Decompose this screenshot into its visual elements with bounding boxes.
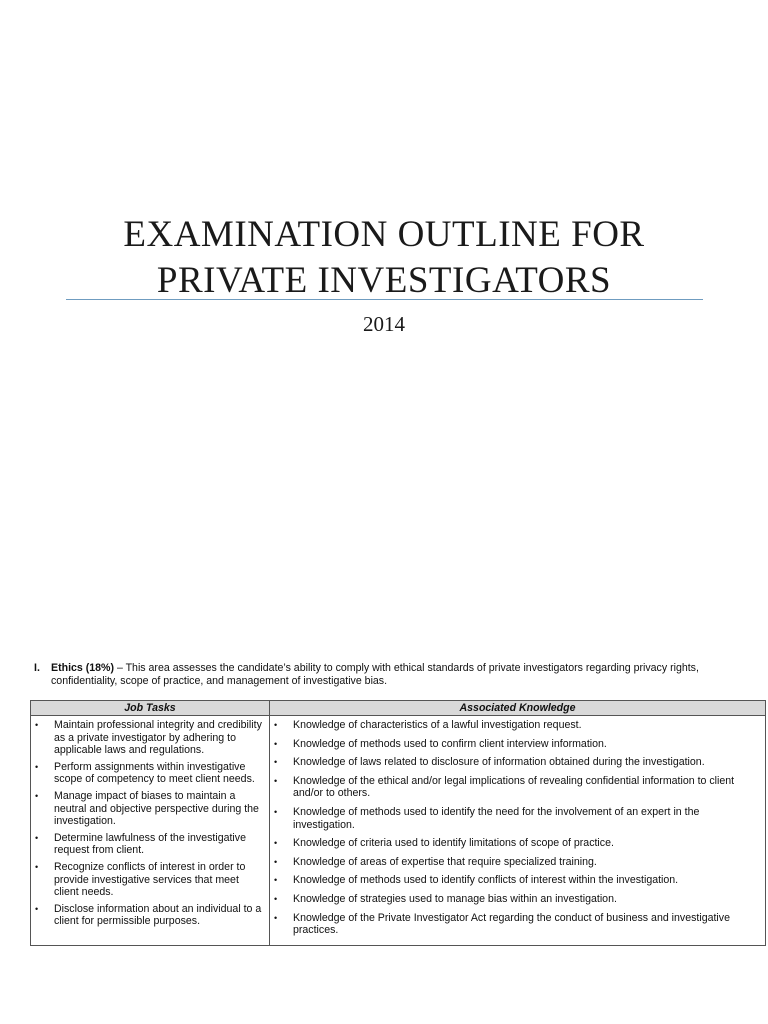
job-task-item-text: Determine lawfulness of the investigative request from client. — [54, 831, 246, 857]
section-description-block — [51, 662, 724, 688]
knowledge-item-text: Knowledge of laws related to disclosure of information obtained during the investigation. — [293, 756, 705, 769]
header-associated-knowledge: Associated Knowledge — [270, 701, 766, 716]
job-task-item — [31, 761, 265, 786]
job-task-item — [31, 832, 265, 857]
bullet-icon: • — [35, 832, 39, 843]
bullet-icon: • — [274, 720, 278, 730]
knowledge-item-text: Knowledge of strategies used to manage bias within an investigation. — [293, 892, 617, 905]
knowledge-item — [270, 837, 761, 850]
table-header-row — [31, 701, 766, 716]
document-year: 2014 — [363, 312, 405, 336]
associated-knowledge-list — [270, 716, 765, 945]
knowledge-item-text: Knowledge of methods used to identify the need for the involvement of an expert in the investigation. — [293, 805, 700, 831]
title-line-2: PRIVATE INVESTIGATORS — [156, 260, 612, 301]
section-description: – This area assesses the candidate’s ability to comply with ethical standards of private investigators regarding privacy rights, confidentiality, scope of practice, and management of investigative bias. — [51, 662, 699, 687]
knowledge-item — [270, 738, 761, 751]
job-task-item-text: Recognize conflicts of interest in order to provide investigative services that meet client needs. — [54, 860, 246, 899]
knowledge-item-text: Knowledge of methods used to confirm client interview information. — [293, 737, 607, 750]
knowledge-item-text: Knowledge of areas of expertise that require specialized training. — [293, 855, 597, 868]
job-task-item — [31, 719, 265, 757]
section-number: I. — [34, 662, 40, 674]
title-divider — [66, 299, 703, 300]
knowledge-item — [270, 856, 761, 869]
bullet-icon: • — [35, 790, 39, 801]
knowledge-item-text: Knowledge of criteria used to identify limitations of scope of practice. — [293, 837, 614, 850]
bullet-icon: • — [274, 893, 278, 904]
bullet-icon: • — [274, 856, 278, 867]
bullet-icon: • — [274, 912, 278, 923]
job-task-item-text: Manage impact of biases to maintain a neutral and objective perspective during the investigation. — [54, 789, 259, 828]
section-heading: Ethics (18%) — [51, 662, 114, 674]
section-intro — [34, 662, 724, 688]
bullet-icon: • — [35, 903, 39, 914]
knowledge-item — [270, 893, 761, 906]
header-job-tasks: Job Tasks — [31, 701, 270, 716]
bullet-icon: • — [35, 720, 39, 730]
job-task-item — [31, 903, 265, 928]
bullet-icon: • — [274, 775, 278, 786]
job-tasks-list — [31, 716, 269, 934]
bullet-icon: • — [35, 861, 39, 872]
bullet-icon: • — [274, 738, 278, 749]
associated-knowledge-cell — [270, 716, 766, 946]
bullet-icon: • — [274, 875, 278, 886]
knowledge-item — [270, 912, 761, 937]
knowledge-item-text: Knowledge of methods used to identify conflicts of interest within the investigation. — [293, 874, 679, 887]
job-task-item-text: Maintain professional integrity and credibility as a private investigator by adhering to applicable laws and regulations. — [54, 719, 262, 757]
title-line-1: EXAMINATION OUTLINE FOR — [123, 214, 645, 255]
table-body-row — [31, 716, 766, 946]
bullet-icon: • — [274, 757, 278, 768]
bullet-icon: • — [274, 838, 278, 849]
document-title — [0, 212, 768, 304]
bullet-icon: • — [274, 806, 278, 817]
knowledge-item-text: Knowledge of characteristics of a lawful investigation request. — [293, 719, 582, 731]
knowledge-item-text: Knowledge of the Private Investigator Act regarding the conduct of business and investigative practices. — [293, 911, 730, 937]
bullet-icon: • — [35, 761, 39, 772]
outline-table — [30, 700, 766, 946]
job-task-item — [31, 790, 265, 828]
knowledge-item — [270, 719, 761, 732]
knowledge-item — [270, 806, 761, 831]
job-task-item-text: Perform assignments within investigative scope of competency to meet client needs. — [54, 760, 255, 786]
job-tasks-cell — [31, 716, 270, 946]
knowledge-item-text: Knowledge of the ethical and/or legal implications of revealing confidential information to client and/or to others. — [293, 774, 735, 800]
job-task-item — [31, 861, 265, 899]
knowledge-item — [270, 756, 761, 769]
knowledge-item — [270, 775, 761, 800]
knowledge-item — [270, 874, 761, 887]
job-task-item-text: Disclose information about an individual to a client for permissible purposes. — [54, 902, 262, 928]
